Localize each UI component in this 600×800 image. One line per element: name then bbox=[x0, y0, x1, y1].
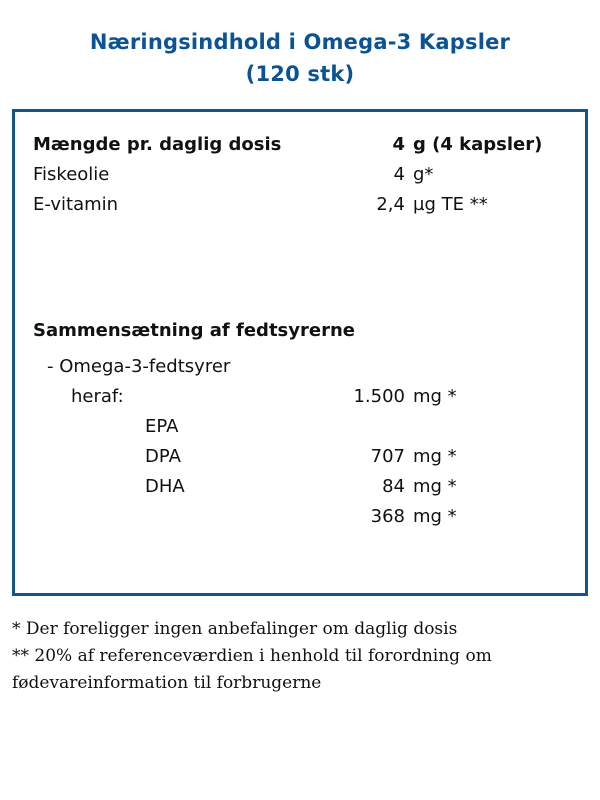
table-row bbox=[33, 160, 563, 190]
nutrient-label: EPA bbox=[145, 416, 179, 437]
title-line-1: Næringsindhold i Omega-3 Kapsler bbox=[89, 30, 511, 54]
nutrient-label: DHA bbox=[145, 476, 185, 497]
nutrient-label: - Omega-3-fedtsyrer bbox=[47, 356, 231, 377]
footnote-1: * Der foreligger ingen anbefalinger om daglig dosis bbox=[12, 619, 458, 639]
daily-dose-heading-row bbox=[33, 130, 563, 160]
daily-dose-unit: g (4 kapsler) bbox=[413, 134, 543, 155]
table-row bbox=[33, 472, 563, 502]
nutrient-label: DPA bbox=[145, 446, 181, 467]
footnote-2: ** 20% af referenceværdien i henhold til forordning om fødevareinformation til forbrugerne bbox=[12, 646, 492, 693]
nutrient-label: Fiskeolie bbox=[33, 164, 110, 185]
nutrition-panel bbox=[12, 109, 588, 596]
fatty-acid-heading-label: Sammensætning af fedtsyrerne bbox=[33, 320, 355, 341]
nutrient-value: 4 bbox=[393, 164, 405, 185]
table-row bbox=[33, 352, 563, 382]
fatty-acid-heading-row bbox=[33, 316, 563, 346]
daily-dose-label: Mængde pr. daglig dosis bbox=[33, 134, 282, 155]
section-gap bbox=[33, 220, 563, 316]
nutrient-value: 2,4 bbox=[376, 194, 405, 215]
nutrient-unit: mg * bbox=[413, 386, 457, 407]
nutrient-value: 707 bbox=[370, 446, 405, 467]
nutrition-panel-inner bbox=[15, 112, 585, 532]
daily-dose-value: 4 bbox=[392, 134, 405, 155]
nutrient-unit: µg TE ** bbox=[413, 194, 488, 215]
footnotes bbox=[12, 616, 572, 697]
nutrient-unit: mg * bbox=[413, 476, 457, 497]
nutrient-value: 368 bbox=[370, 506, 405, 527]
table-row bbox=[33, 442, 563, 472]
nutrient-unit: mg * bbox=[413, 446, 457, 467]
table-row bbox=[33, 502, 563, 532]
page-title bbox=[0, 0, 600, 90]
nutrient-unit: g* bbox=[413, 164, 434, 185]
table-row bbox=[33, 190, 563, 220]
nutrient-unit: mg * bbox=[413, 506, 457, 527]
table-row bbox=[33, 412, 563, 442]
nutrient-value: 84 bbox=[382, 476, 405, 497]
title-line-2: (120 stk) bbox=[245, 62, 355, 86]
nutrient-value: 1.500 bbox=[353, 386, 405, 407]
nutrient-label: heraf: bbox=[71, 386, 124, 407]
table-row bbox=[33, 382, 563, 412]
nutrient-label: E-vitamin bbox=[33, 194, 119, 215]
